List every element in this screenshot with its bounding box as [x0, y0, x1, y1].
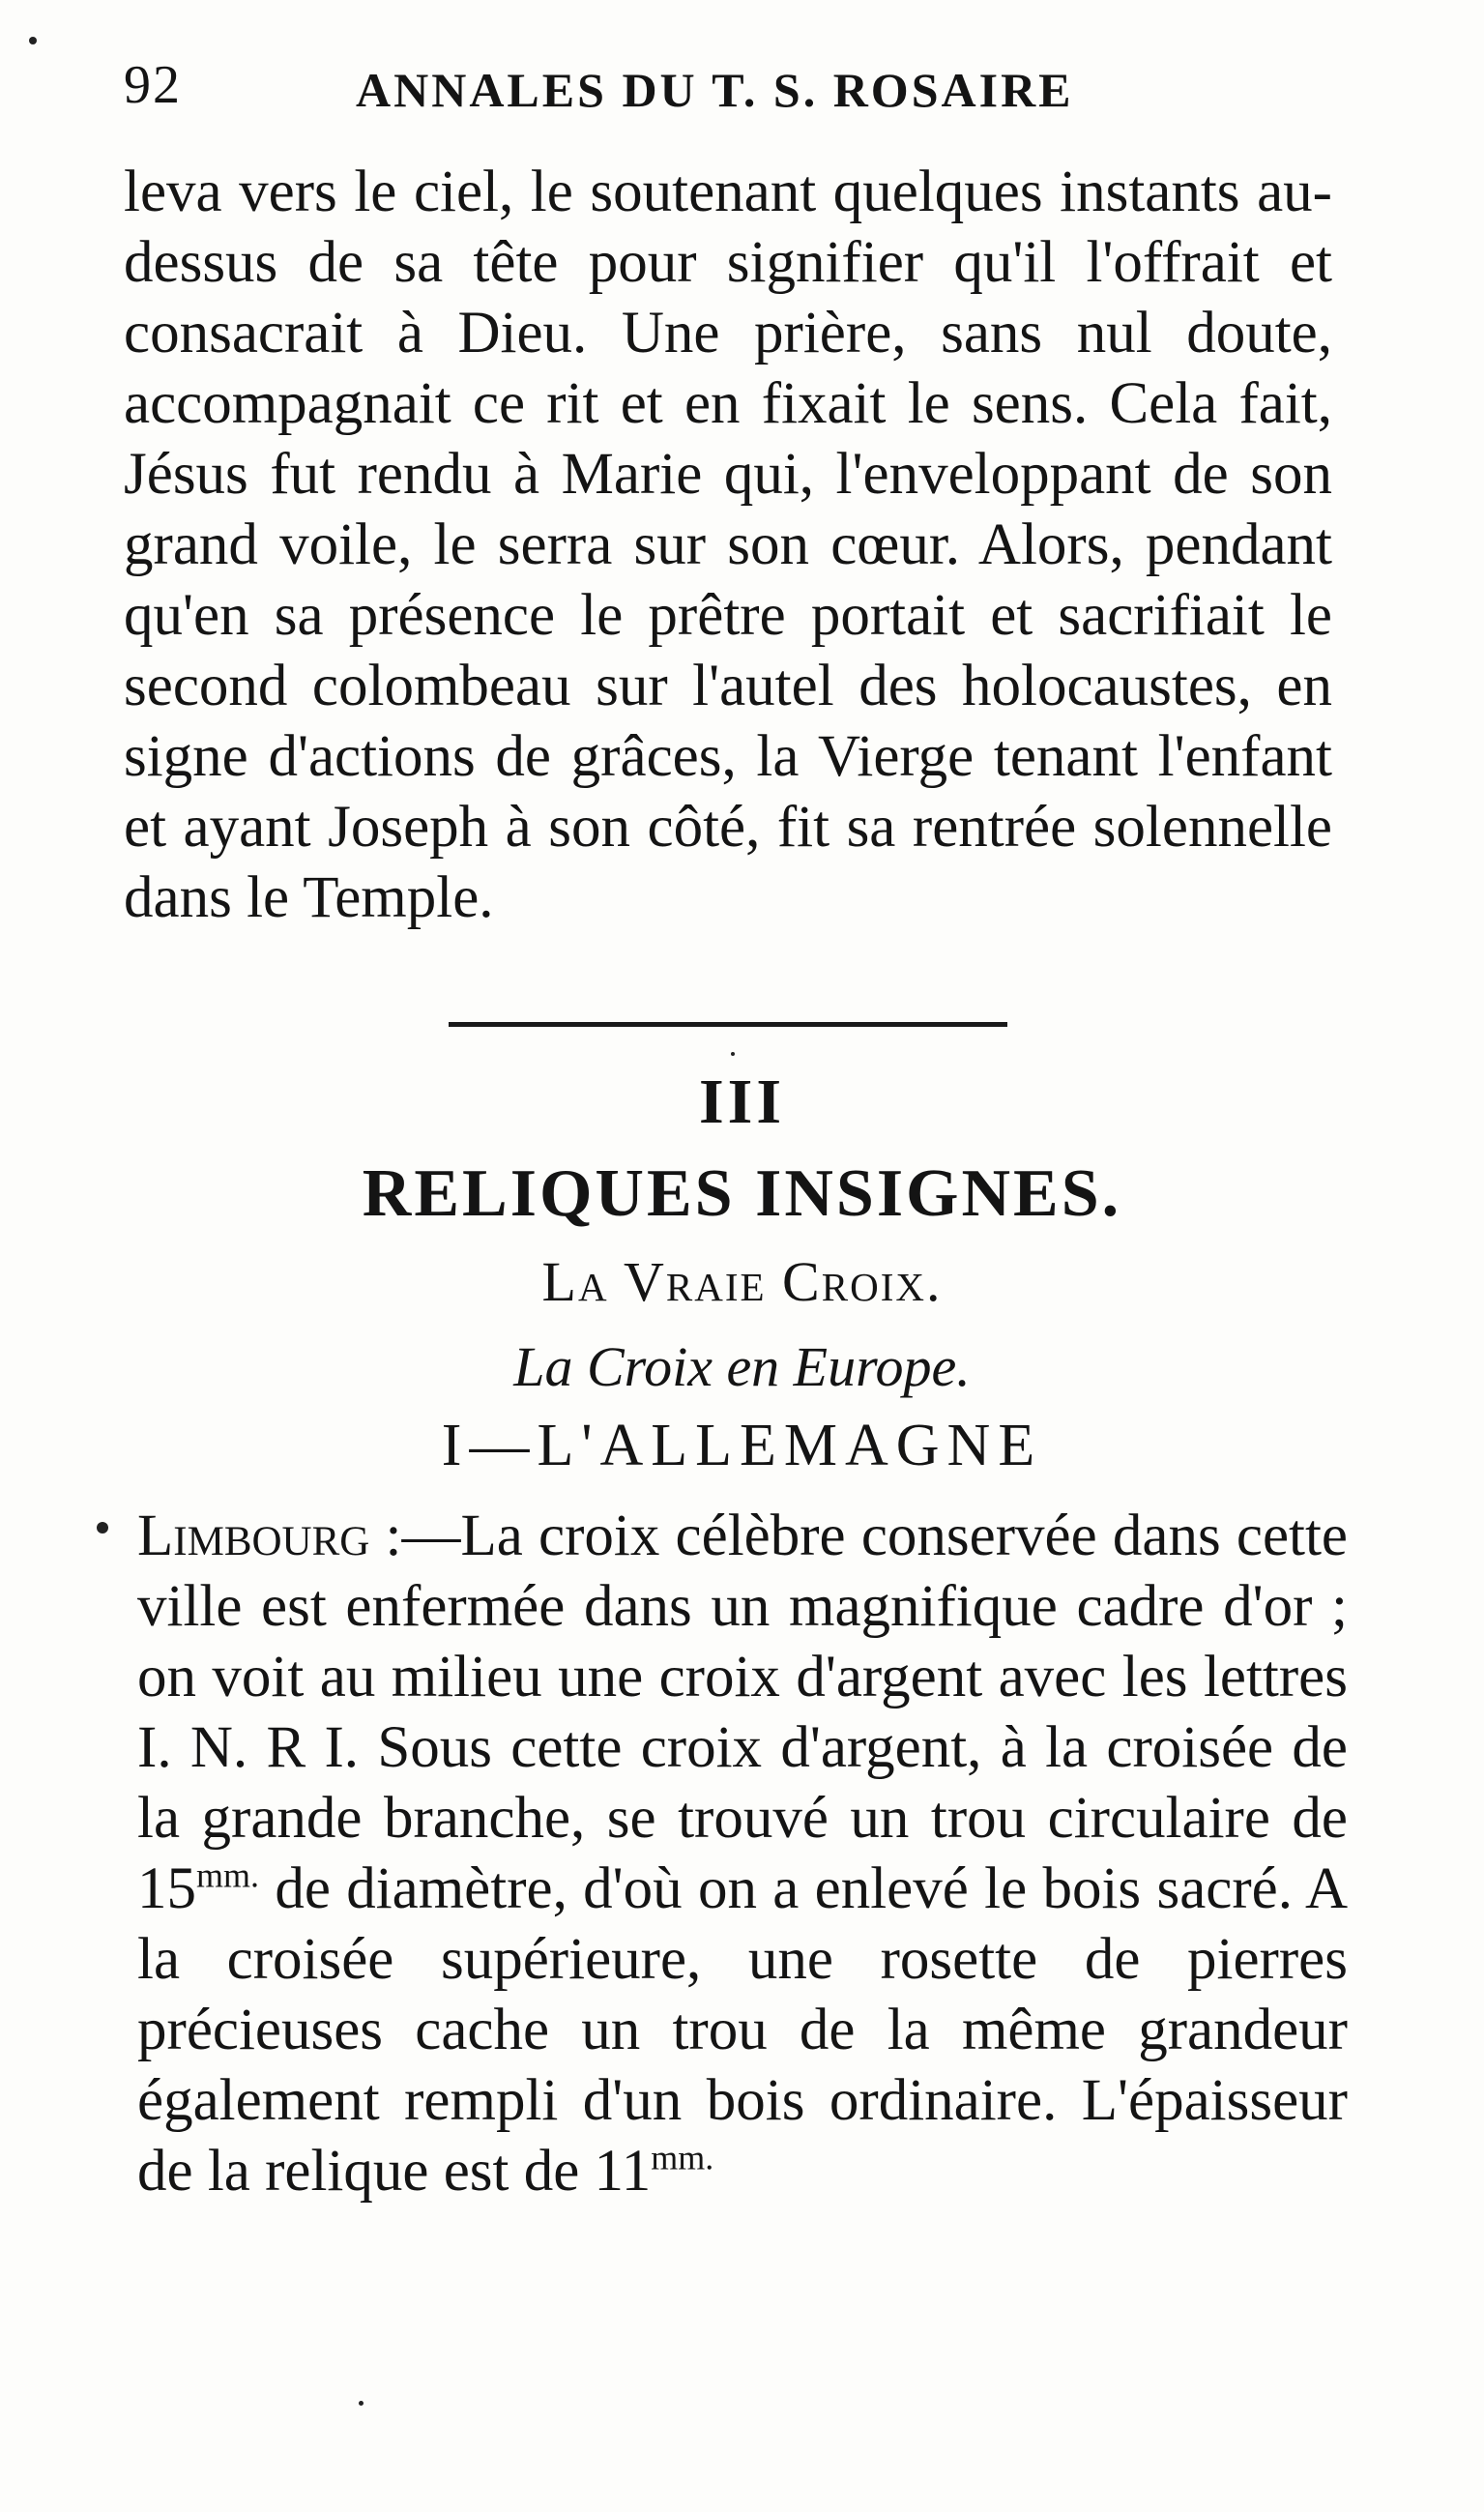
- body-paragraph-2: [137, 1501, 1348, 2206]
- paragraph-2-text-b: de diamètre, d'où on a enlevé le bois sacré. A la croisée supérieure, une rosette de pierres précieuses cache un trou de la même grandeur également rempli d'un bois ordinaire. L'épaisseur de la relique est de 11: [137, 1856, 1348, 2204]
- unit-superscript-a: mm.: [196, 1855, 260, 1895]
- section-title: RELIQUES INSIGNES.: [362, 1156, 1122, 1231]
- page-number: 92: [124, 55, 182, 115]
- section-numeral: III: [698, 1066, 786, 1137]
- scan-speck: [29, 37, 37, 44]
- running-title: ANNALES DU T. S. ROSAIRE: [356, 63, 1074, 117]
- section-divider-rule: [449, 1022, 1007, 1027]
- place-name-lead: Limbourg: [137, 1504, 370, 1568]
- unit-superscript-b: mm.: [651, 2138, 714, 2177]
- section-subtitle: La Vraie Croix.: [541, 1250, 943, 1313]
- body-paragraph-1: leva vers le ciel, le soutenant quelques instants au-dessus de sa tête pour signifier qu'il l'offrait et consacrait à Dieu. Une prière, sans nul doute, accompagnait ce rit et en fixait le sens. Cela fait, Jésus fut rendu à Marie qui, l'enveloppant de son grand voile, le serra sur son cœur. Alors, pendant qu'en sa présence le prêtre portait et sacrifiait le second colombeau sur l'autel des holocaustes, en signe d'actions de grâces, la Vierge tenant l'enfant et ayant Joseph à son côté, fit sa rentrée solennelle dans le Temple.: [124, 160, 1332, 930]
- paragraph-2-text-a: :—La croix célèbre conservée dans cette ville est enfermée dans un magnifique cadre d'or ; on voit au milieu une croix d'argent avec les lettres I. N. R I. Sous cette croix d'argent, à la croisée de la grande branche, se trouvé un trou circulaire de 15: [137, 1504, 1348, 1921]
- country-heading: I—L'ALLEMAGNE: [441, 1413, 1043, 1478]
- scan-speck: [97, 1522, 108, 1533]
- page-header: [124, 54, 1332, 131]
- scan-speck: [731, 1052, 735, 1056]
- scan-speck: [359, 2401, 364, 2406]
- section-subsubtitle: La Croix en Europe.: [513, 1335, 971, 1398]
